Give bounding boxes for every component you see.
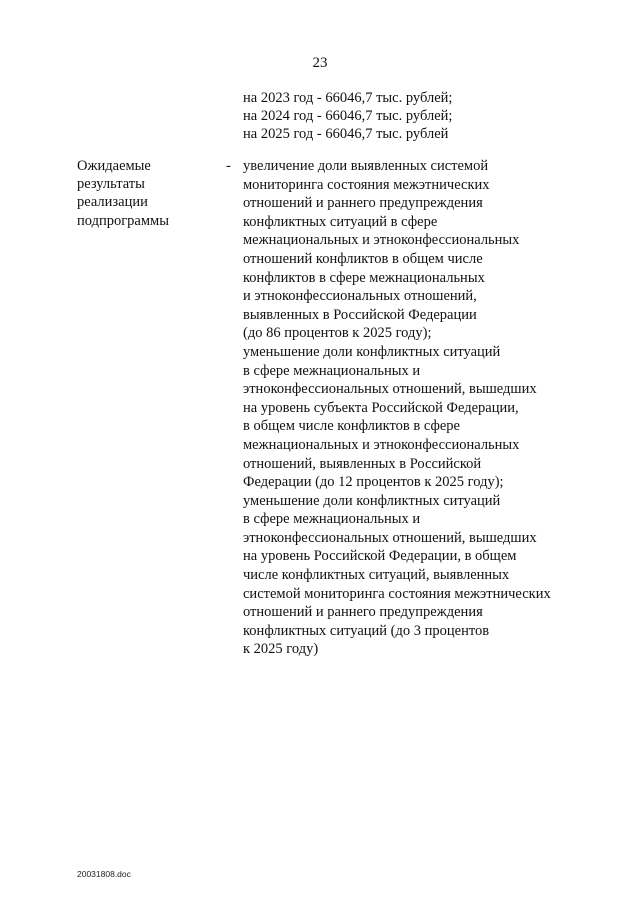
- result-line: уменьшение доли конфликтных ситуаций: [243, 492, 501, 509]
- row-label-line: реализации: [77, 194, 148, 211]
- result-line: отношений и раннего предупреждения: [243, 604, 483, 621]
- result-line: в общем числе конфликтов в сфере: [243, 418, 460, 435]
- result-line: на уровень Российской Федерации, в общем: [243, 548, 517, 565]
- row-dash: -: [226, 158, 231, 174]
- result-line: уменьшение доли конфликтных ситуаций: [243, 343, 501, 360]
- result-line: конфликтных ситуаций (до 3 процентов: [243, 622, 490, 639]
- page-number: 23: [312, 55, 328, 71]
- result-line: этноконфессиональных отношений, вышедших: [243, 529, 537, 546]
- result-line: Федерации (до 12 процентов к 2025 году);: [243, 474, 504, 491]
- result-line: конфликтных ситуаций в сфере: [243, 213, 438, 230]
- row-label: [77, 157, 169, 230]
- result-line: в сфере межнациональных и: [243, 362, 421, 379]
- funding-line: на 2025 год - 66046,7 тыс. рублей: [243, 126, 449, 143]
- result-line: числе конфликтных ситуаций, выявленных: [243, 567, 510, 584]
- expected-results-text: [243, 157, 551, 659]
- result-line: отношений и раннего предупреждения: [243, 195, 483, 212]
- result-line: отношений конфликтов в общем числе: [243, 250, 483, 267]
- result-line: (до 86 процентов к 2025 году);: [243, 325, 432, 342]
- result-line: и этноконфессиональных отношений,: [243, 288, 477, 305]
- result-line: на уровень субъекта Российской Федерации,: [243, 399, 519, 416]
- file-name-footer: 20031808.doc: [77, 869, 131, 879]
- result-line: увеличение доли выявленных системой: [243, 158, 489, 174]
- result-line: мониторинга состояния межэтнических: [243, 176, 490, 193]
- result-line: отношений, выявленных в Российской: [243, 455, 482, 472]
- funding-block: [243, 89, 452, 144]
- result-line: выявленных в Российской Федерации: [243, 306, 477, 323]
- row-label-line: результаты: [77, 176, 145, 193]
- result-line: межнациональных и этноконфессиональных: [243, 436, 520, 453]
- result-line: межнациональных и этноконфессиональных: [243, 232, 520, 249]
- result-line: конфликтов в сфере межнациональных: [243, 269, 485, 286]
- result-line: к 2025 году): [243, 641, 319, 658]
- result-line: системой мониторинга состояния межэтнических: [243, 585, 551, 602]
- result-line: этноконфессиональных отношений, вышедших: [243, 381, 537, 398]
- row-label-line: подпрограммы: [77, 212, 169, 229]
- funding-line: на 2024 год - 66046,7 тыс. рублей;: [243, 108, 453, 125]
- row-label-line: Ожидаемые: [77, 158, 151, 174]
- funding-line: на 2023 год - 66046,7 тыс. рублей;: [243, 90, 453, 106]
- result-line: в сфере межнациональных и: [243, 511, 421, 528]
